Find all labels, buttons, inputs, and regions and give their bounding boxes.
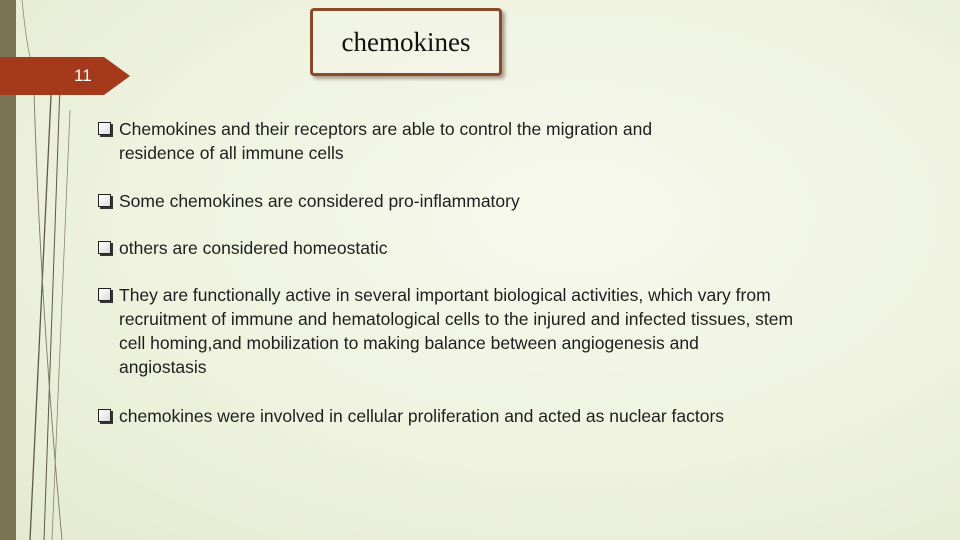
bullet-item xyxy=(98,236,918,260)
square-checkbox-icon xyxy=(98,241,111,254)
bullet-line: Chemokines and their receptors are able to control the migration and xyxy=(119,119,653,139)
bullet-line: chemokines were involved in cellular proliferation and acted as nuclear factors xyxy=(119,406,725,426)
bullet-line: cell homing,and mobilization to making balance between angiogenesis and xyxy=(119,333,699,353)
square-checkbox-icon xyxy=(98,194,111,207)
bullet-list xyxy=(98,117,918,428)
bullet-item xyxy=(98,189,918,213)
square-checkbox-icon xyxy=(98,122,111,135)
bullet-line: Some chemokines are considered pro-inflammatory xyxy=(119,191,520,211)
bullet-item xyxy=(98,117,918,165)
bullet-line: They are functionally active in several important biological activities, which vary from xyxy=(119,285,771,305)
slide-number: 11 xyxy=(74,66,92,85)
slide-number-tab xyxy=(0,57,130,95)
slide-title: chemokines xyxy=(341,27,471,57)
bullet-line: others are considered homeostatic xyxy=(119,238,388,258)
square-checkbox-icon xyxy=(98,409,111,422)
square-checkbox-icon xyxy=(98,288,111,301)
bullet-item xyxy=(98,283,918,379)
bullet-item xyxy=(98,404,918,428)
bullet-line: angiostasis xyxy=(119,357,207,377)
bullet-line: residence of all immune cells xyxy=(119,143,344,163)
title-box xyxy=(310,8,502,76)
bullet-line: recruitment of immune and hematological cells to the injured and infected tissues, stem xyxy=(119,309,794,329)
